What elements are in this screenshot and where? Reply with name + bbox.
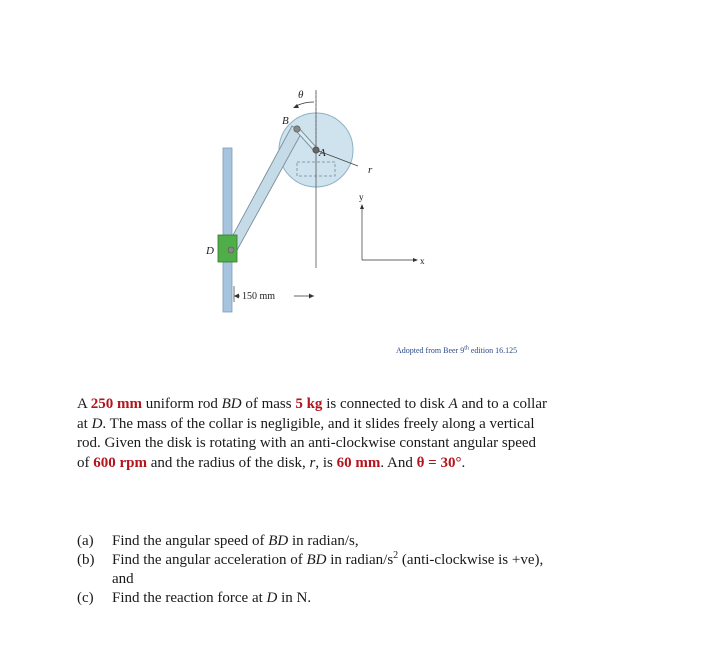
collar-symbol: D [91,415,103,432]
question-text-part: in radian/s, [288,533,359,549]
question-text-part: Find the angular acceleration of [112,552,307,568]
rod-symbol: BD [221,396,242,412]
dimension-arrow-left [234,294,239,299]
problem-text: and the radius of the disk, [147,454,310,471]
label-x: x [420,256,425,266]
mechanism-figure [190,80,450,320]
y-axis-arrow [360,204,364,209]
question-item [77,551,557,589]
x-axis-arrow [413,258,418,262]
pin-d [228,247,234,253]
problem-text: . And [380,454,417,471]
question-marker: (a) [77,533,94,549]
problem-statement [77,395,547,473]
problem-text: of mass [241,396,296,412]
dimension-label: 150 mm [242,291,276,302]
disk-radius-value: 60 mm [336,454,381,471]
question-symbol: BD [306,552,327,568]
collar-d [218,235,237,262]
question-text-part: Find the angular speed of [112,533,269,549]
radius-symbol: r [309,454,316,471]
question-item [77,589,557,608]
caption-prefix: Adopted from Beer 9 [396,346,465,355]
mechanism-diagram [190,80,450,320]
question-text [112,551,557,589]
label-r: r [368,164,373,176]
problem-text: and to a collar at [77,396,547,432]
caption-superscript: th [464,345,469,352]
question-marker: (c) [77,590,94,606]
question-marker: (b) [77,552,95,568]
question-text-part: (anti-clockwise is +ve), and [112,552,544,587]
problem-text: . The mass of the collar is negligible, and it slides freely along a vertical rod. Given the disk is rotating with an anti-clockwise constant angular speed of [77,415,537,471]
problem-text: . [461,454,466,471]
question-text-part: Find the reaction force at [112,590,267,606]
question-list [77,532,557,608]
question-text [112,589,557,608]
theta-arrowhead [293,104,299,108]
disk-symbol: A [448,396,458,412]
question-text [112,532,557,551]
theta-arc [296,102,314,106]
label-b: B [282,115,289,127]
problem-text: , is [315,454,337,471]
rod-bd [226,126,302,252]
rod-length-value: 250 mm [90,396,143,412]
problem-text: A [77,396,91,412]
label-a: A [319,147,326,159]
caption-suffix: edition 16.125 [468,346,518,355]
label-theta: θ [298,89,304,101]
question-symbol: D [266,590,278,606]
question-item [77,532,557,551]
figure-caption [396,346,517,355]
label-d: D [206,245,214,257]
question-text-part: in N. [277,590,312,606]
question-text-part: in radian/s [326,552,394,568]
dimension-arrow-right [309,294,314,299]
angular-speed-value: 600 rpm [93,454,147,471]
label-y: y [359,192,364,202]
theta-value: θ = 30° [416,454,462,471]
pin-b [294,126,300,132]
question-superscript: 2 [393,550,399,561]
problem-text: uniform rod [142,396,222,412]
problem-text: is connected to disk [322,396,449,412]
vertical-rod [223,148,232,312]
question-symbol: BD [268,533,289,549]
rod-mass-value: 5 kg [295,396,323,412]
